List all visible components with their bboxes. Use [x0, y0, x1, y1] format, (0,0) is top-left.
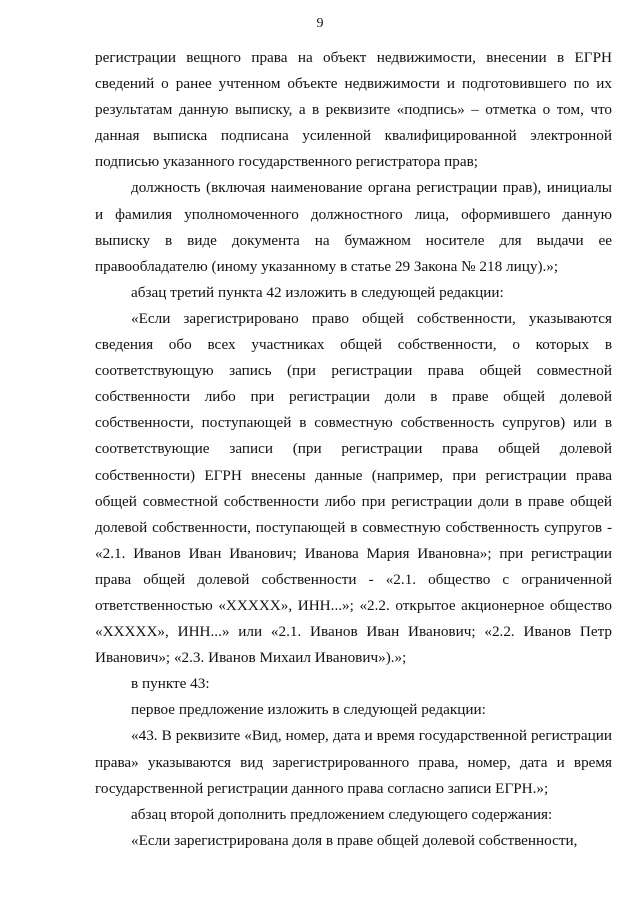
document-body [95, 45, 612, 854]
paragraph-6: первое предложение изложить в следующей редакции: [131, 701, 486, 719]
paragraph-1: регистрации вещного права на объект недвижимости, внесении в ЕГРН сведений о ранее учтенном объекте недвижимости и подготовившего по их результатам данную выписку, а в реквизите «подпись» – отметка о том, что данная выписка подписана усиленной квалифицированной электронной подписью указанного государственного регистратора прав; [95, 49, 612, 171]
paragraph-3: абзац третий пункта 42 изложить в следующей редакции: [131, 283, 504, 301]
paragraph-4: «Если зарегистрировано право общей собственности, указываются сведения обо всех участниках общей собственности, о которых в соответствующую запись (при регистрации права общей совместной собственности либо при регистрации доли в праве общей долевой собственности, поступающей в совместную собственность супругов) или в соответствующие записи (при регистрации права общей долевой собственности) ЕГРН внесены данные (например, при регистрации права общей совместной собственности либо при регистрации доли в праве общей долевой собственности, поступающей в совместную собственность супругов - «2.1. Иванов Иван Иванович; Иванова Мария Ивановна»; при регистрации права общей долевой собственности - «2.1. общество с ограниченной ответственностью «XXXXX», ИНН...»; «2.2. открытое акционерное общество «XXXXX», ИНН...» или «2.1. Иванов Иван Иванович; «2.2. Иванов Петр Иванович»; «2.3. Иванов Михаил Иванович»).»; [95, 309, 612, 667]
paragraph-2: должность (включая наименование органа регистрации прав), инициалы и фамилия уполномоченного должностного лица, оформившего данную выписку в виде документа на бумажном носителе для выдачи ее правообладателю (иному указанному в статье 29 Закона № 218 лицу).»; [95, 179, 612, 275]
paragraph-7: «43. В реквизите «Вид, номер, дата и время государственной регистрации права» указываются вид зарегистрированного права, номер, дата и время государственной регистрации данного права согласно записи ЕГРН.»; [95, 727, 612, 797]
page-number: 9 [316, 16, 324, 31]
paragraph-5: в пункте 43: [131, 675, 210, 693]
paragraph-8: абзац второй дополнить предложением следующего содержания: [131, 805, 553, 823]
paragraph-9: «Если зарегистрирована доля в праве общей долевой собственности, [131, 831, 578, 849]
